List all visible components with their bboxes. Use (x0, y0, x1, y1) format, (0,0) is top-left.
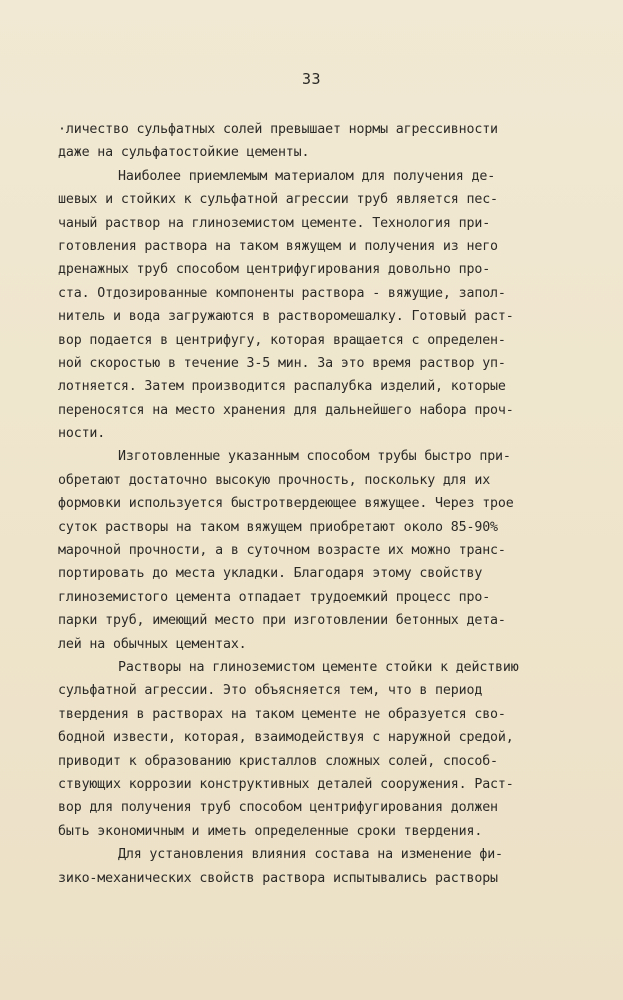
text-line: приводит к образованию кристаллов сложных солей, способ- (58, 753, 498, 769)
text-line: вор для получения труб способом центрифугирования должен (58, 800, 498, 816)
text-line: Изготовленные указанным способом трубы быстро при- (118, 449, 511, 465)
text-line: чаный раствор на глиноземистом цементе. Технология при- (58, 215, 491, 231)
text-line: обретают достаточно высокую прочность, поскольку для их (58, 472, 491, 488)
text-line: нитель и вода загружаются в растворомешалку. Готовый раст- (58, 309, 514, 325)
text-line: парки труб, имеющий место при изготовлении бетонных дета- (58, 613, 506, 629)
text-line: готовления раствора на таком вяжущем и получения из него (58, 238, 498, 254)
text-line: суток растворы на таком вяжущем приобретают около 85-90% (58, 519, 498, 535)
body-text (58, 118, 578, 890)
text-line: марочной прочности, а в суточном возрасте их можно транс- (58, 543, 506, 559)
text-line: твердения в растворах на таком цементе не образуется сво- (58, 706, 506, 722)
text-line: даже на сульфатостойкие цементы. (58, 145, 310, 161)
text-line: формовки используется быстротвердеющее вяжущее. Через трое (58, 496, 514, 512)
text-line: Растворы на глиноземистом цементе стойки к действию (118, 659, 519, 675)
text-line: быть экономичным и иметь определенные сроки твердения. (58, 823, 483, 839)
text-line: Для установления влияния состава на изменение фи- (118, 847, 503, 863)
text-line: глиноземистого цемента отпадает трудоемкий процесс про- (58, 589, 491, 605)
page-number: 33 (301, 70, 322, 88)
text-line: лей на обычных цементах. (58, 636, 247, 652)
text-line: шевых и стойких к сульфатной агрессии труб является пес- (58, 192, 498, 208)
text-line: ности. (58, 426, 106, 442)
text-line: ста. Отдозированные компоненты раствора - вяжущие, запол- (58, 285, 506, 301)
text-line: сульфатной агрессии. Это объясняется тем, что в период (58, 683, 483, 699)
text-line: ·личество сульфатных солей превышает нормы агрессивности (58, 122, 498, 137)
text-line: зико-механических свойств раствора испытывались растворы (58, 870, 498, 886)
text-line: ствующих коррозии конструктивных деталей сооружения. Раст- (58, 776, 514, 792)
text-line: портировать до места укладки. Благодаря этому свойству (58, 566, 483, 582)
text-line: дренажных труб способом центрифугирования довольно про- (58, 262, 491, 278)
text-line: вор подается в центрифугу, которая вращается с определен- (58, 332, 506, 348)
text-line: бодной извести, которая, взаимодействуя с наружной средой, (58, 730, 514, 746)
text-line: переносятся на место хранения для дальнейшего набора проч- (58, 402, 514, 418)
text-line: лотняется. Затем производится распалубка изделий, которые (58, 379, 506, 395)
text-line: Наиболее приемлемым материалом для получения де- (118, 168, 496, 184)
text-line: ной скоростью в течение 3-5 мин. За это время раствор уп- (58, 355, 506, 371)
